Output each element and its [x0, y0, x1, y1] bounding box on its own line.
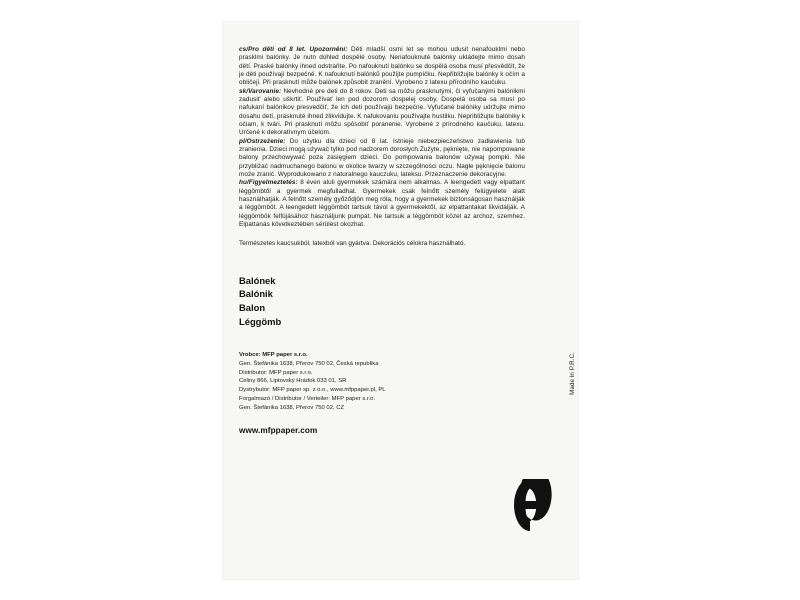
warning-lang-code-hu: hu/ [239, 179, 249, 187]
product-name-pl: Balon [239, 302, 266, 314]
label-content [239, 46, 525, 435]
product-label-page [223, 22, 578, 579]
company-info [239, 351, 525, 412]
warning-lang-code-pl: pl/ [239, 137, 247, 145]
company-line-manufacturer-address: Gen. Štefánika 1638, Přerov 750 02, Česká republika [239, 360, 379, 367]
ce-mark-icon [490, 479, 562, 531]
warning-block-pl [239, 138, 525, 180]
warning-text-cs: Děti mladší osmi let se mohou udusit nenafouklmi nebo prasklmi balónky. Je nutn dohled dospělé osoby. Nenafouknuté balónky ukládejte mimo dosah dětí. Praské balónky ihned odstraňte. Po nafouknutí balónku se dospělá osoba musí přesvědčit, že je děti používají bezpečně. K nafouknutí balónků použijte pumpíčku. Nepřibližujte balónky k očím a obličeji. Při prasknutí může balónek způsobit zranění. Vyrobeno z latexu přírodního kaučuku. [239, 46, 525, 87]
product-name-cs: Balónek [239, 274, 276, 286]
warning-heading-cs: Pro děti od 8 let. Upozornění: [248, 46, 348, 53]
warning-lang-code-cs: cs/ [239, 46, 249, 53]
company-line-distributor-sk [239, 369, 525, 378]
warning-heading-pl: Ostrzeżenie: [246, 137, 286, 145]
company-value-distributor-hu: MFP paper s.r.o. [330, 395, 376, 402]
warning-heading-hu: Figyelmeztetés: [248, 179, 298, 187]
warning-heading-sk: Varovanie: [248, 87, 282, 95]
made-in-text: Made in P.R.C. [569, 352, 576, 395]
company-label-distributor-hu: Forgalmazó / Distributor / Verteiler: [239, 395, 331, 402]
product-name-list [239, 274, 525, 330]
product-name-sk: Balónik [239, 288, 273, 300]
warning-block-hu [239, 179, 525, 229]
warning-text-sk: Nevhodné pre deti do 8 rokov. Deti sa môžu prasknutými, či vyfučanými balónikmi zadusiť alebo uškrtiť. Používať len pod dozorom dospelej osoby. Dospelá osoba sa musí po nafukaní balónikov presvedčiť, že ich deti používajú bezpečne. Vyfučané balóniky udržujte mimo dosahu detí, prasknuté ihned zlikvidujte. K nafukovaniu používajte hustilku. Nepribližujte balóniky k očiam, k tvári. Pri prasknutí môžu spôsobiť poranenie. Vyrobené z prírodného kaučuku, latexu. Určené k dekoratívnym účelom. [239, 87, 525, 137]
company-line-distributor-hu-address: Gen. Štefánika 1638, Přerov 750 02, CZ [239, 404, 345, 411]
company-value-distributor-pl: MFP paper sp. z o.o., www.mfppaper.pl, PL [270, 387, 386, 394]
company-line-manufacturer [239, 351, 525, 360]
company-label-manufacturer: Vrobce: [239, 352, 261, 359]
company-line-distributor-pl [239, 386, 525, 395]
company-value-manufacturer: MFP paper s.r.o. [260, 352, 308, 359]
company-label-distributor-sk: Distributor: [239, 369, 268, 376]
warning-text-hu: 8 éven aluli gyermekek számára nem alkalmas. A leengedett vagy elpattant léggömbtől a gyermek megfulladhat. Gyermekek csak felnőtt személy felügyelete alatt használhatják. A felnőtt személy győződjön meg róla, hogy a gyermekek biztonságosan használják a léggömböt. A leengedett léggömböt tartsuk távol a gyermekektől, az elpattantakat likvidálják. A léggömbök felfújásához használjunk pumpát. Ne tartsuk a léggömböt közel az archoz, szemhez. Elpattanás következtében sérülést okozhat. [239, 179, 525, 228]
company-line-distributor-sk-address: Celiny 866, Liptovský Hrádok 033 01, SR [239, 378, 347, 385]
warning-block-cs [239, 46, 525, 88]
warning-text-pl: Do użytku dla dzieci od 8 lat. Istnieje niebezpieczeństwo zadławienia lub zranienia. Dzieci mogą używać tylko pod nadzorem dorosłych.Zużyte, pęknięte, nie napompowane balony przechowywać poza zasięgiem dzieci. Do pompowania balonów używaj pompki. Nie przybliżać nadmuchanego balonu w okolice twarzy w szczególności oczu. Nagłe pęknięcie balonu może zranić. Wyprodukowano z naturalnego kauczuku, lateksu. Przeznaczenie dekoracyjne. [239, 137, 525, 178]
website-url: www.mfppaper.com [239, 426, 318, 436]
materials-note: Természetes kaucsukból, latexból van gyártva. Dekorációs célokra használható. [239, 240, 466, 248]
warning-block-sk [239, 88, 525, 138]
warning-lang-code-sk: sk/ [239, 87, 249, 95]
company-value-distributor-sk: MFP paper s.r.o. [267, 369, 313, 376]
company-label-distributor-pl: Dystrybutor: [239, 387, 271, 394]
product-name-hu: Léggömb [239, 316, 282, 328]
company-line-distributor-hu [239, 395, 525, 404]
